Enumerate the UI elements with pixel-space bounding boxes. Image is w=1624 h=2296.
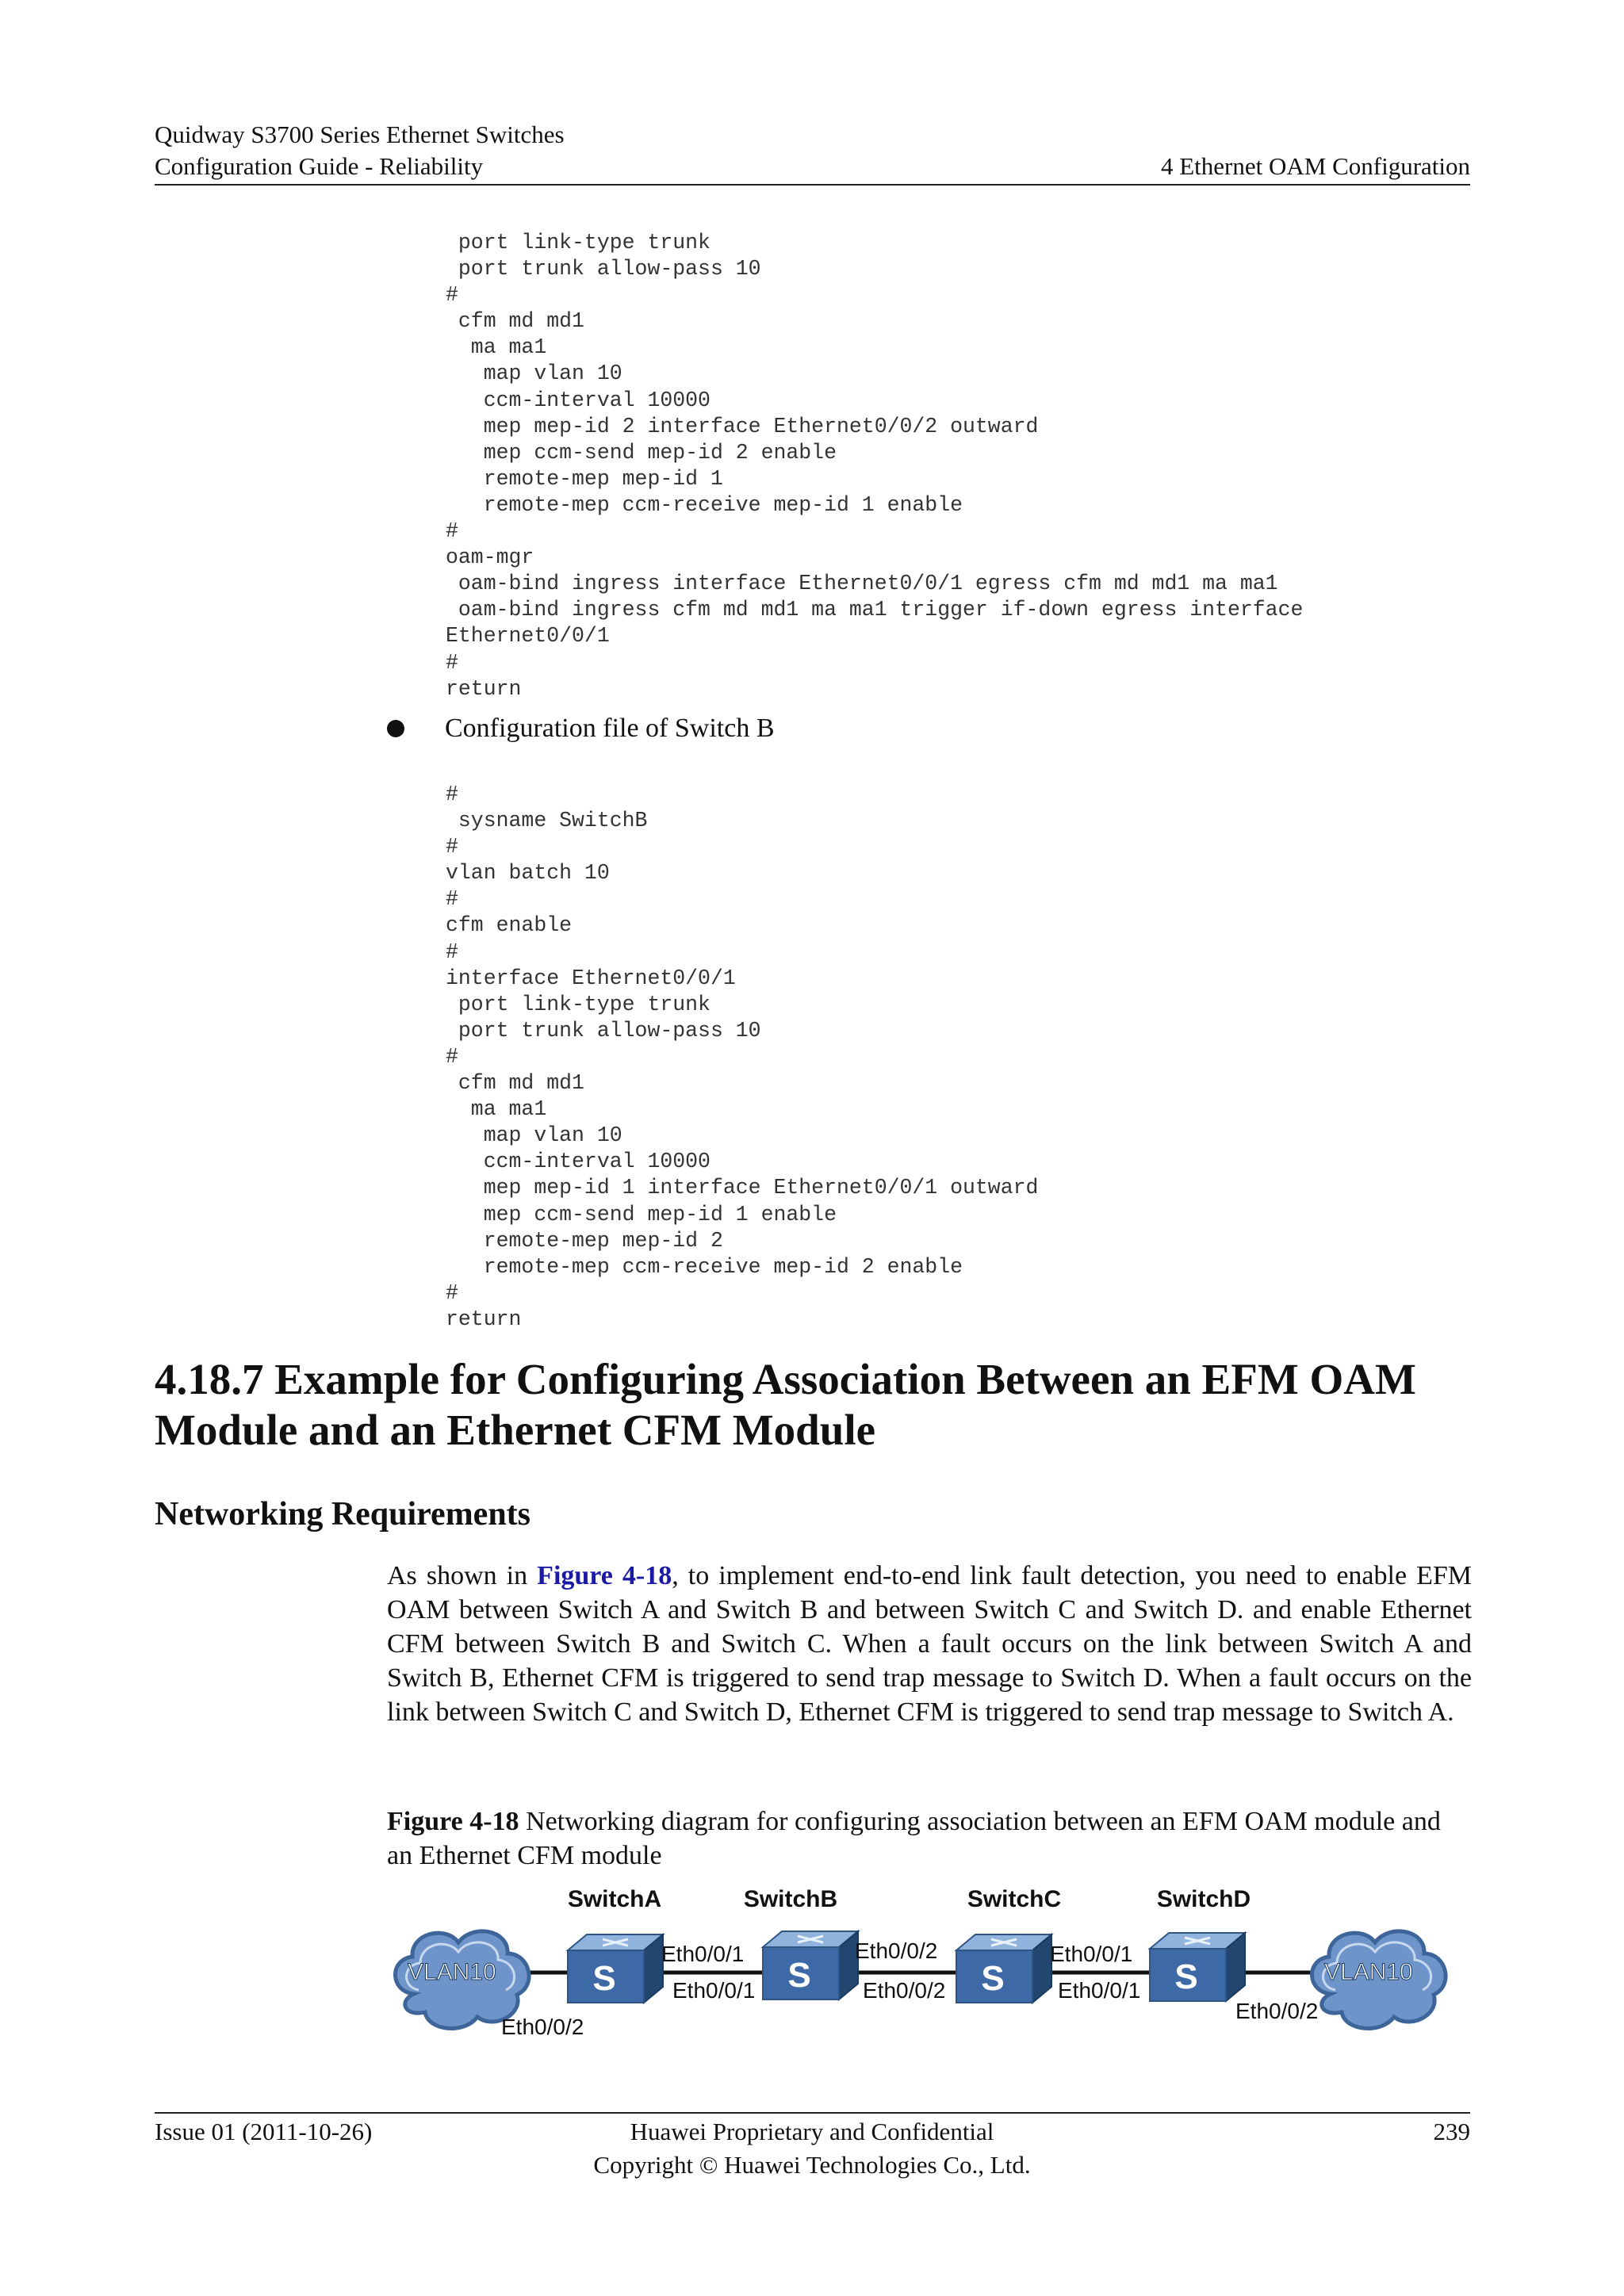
port-d-right-label: Eth0/0/2 — [1235, 1999, 1319, 2023]
port-d-left-label: Eth0/0/1 — [1058, 1978, 1141, 2003]
networking-diagram — [381, 1879, 1459, 2053]
footer-rule — [155, 2112, 1470, 2114]
header-guide: Configuration Guide - Reliability — [155, 152, 484, 180]
footer-page-number: 239 — [1433, 2118, 1470, 2145]
paragraph-lead: As shown in — [387, 1561, 538, 1590]
switch-c-name: SwitchC — [967, 1886, 1062, 1912]
port-b-left-label: Eth0/0/1 — [672, 1978, 756, 2003]
header-product: Quidway S3700 Series Ethernet Switches — [155, 121, 565, 148]
switch-a-name: SwitchA — [567, 1886, 662, 1912]
header-chapter: 4 Ethernet OAM Configuration — [1160, 152, 1470, 180]
port-a-right-label: Eth0/0/1 — [661, 1942, 745, 1966]
paragraph-body: , to implement end-to-end link fault detection, you need to enable EFM OAM between Switch A and Switch B and between Switch C and Switch D. and enable Ethernet CFM between Switch B and Switch C. When a fault occurs on the link between Switch A and Switch B, Ethernet CFM is triggered to send trap message to Switch D. When a fault occurs on the link between Switch C and Switch D, Ethernet CFM is triggered to send trap message to Switch A. — [387, 1561, 1472, 1727]
bullet-text: Configuration file of Switch B — [445, 714, 775, 743]
header-rule — [155, 184, 1470, 186]
switch-c-letter: S — [981, 1959, 1005, 1998]
bullet-dot — [387, 720, 404, 737]
figure-label: Figure 4-18 — [387, 1807, 519, 1836]
switch-b-letter: S — [787, 1956, 811, 1995]
subsection-title: Networking Requirements — [155, 1496, 531, 1533]
switch-d-letter: S — [1174, 1957, 1198, 1996]
footer-confidential: Huawei Proprietary and Confidential — [630, 2118, 994, 2145]
figure-link[interactable]: Figure 4-18 — [537, 1561, 672, 1590]
port-b-right-label: Eth0/0/2 — [855, 1938, 938, 1963]
port-c-right-label: Eth0/0/1 — [1050, 1942, 1133, 1966]
figure-caption — [387, 1804, 1472, 1873]
figure-caption-text: Networking diagram for configuring association between an EFM OAM module and an Ethernet CFM module — [387, 1807, 1441, 1870]
vlan-right-label: VLAN10 — [1324, 1959, 1413, 1985]
port-c-left-label: Eth0/0/2 — [863, 1978, 946, 2003]
switch-a-letter: S — [592, 1959, 616, 1998]
footer-issue: Issue 01 (2011-10-26) — [155, 2118, 373, 2145]
switch-b-name: SwitchB — [743, 1886, 838, 1912]
port-a-left-label: Eth0/0/2 — [501, 2015, 584, 2039]
code-block-switch-b: # sysname SwitchB # vlan batch 10 # cfm enable # interface Ethernet0/0/1 port link-type trunk port trunk allow-pass 10 # cfm md md1 ma ma1 map vlan 10 ccm-interval 10000 mep mep-id 1 interface Ethernet0/0/1 outward mep ccm-send mep-id 1 enable remote-mep mep-id 2 remote-mep ccm-receive mep-id 2 enable # return — [446, 783, 1039, 1331]
section-title: 4.18.7 Example for Configuring Association Between an EFM OAM Module and an Ethernet CFM Module — [155, 1355, 1416, 1454]
vlan-left-label: VLAN10 — [408, 1959, 496, 1985]
code-block-switch-a: port link-type trunk port trunk allow-pass 10 # cfm md md1 ma ma1 map vlan 10 ccm-interval 10000 mep mep-id 2 interface Ethernet0/0/2 outward mep ccm-send mep-id 2 enable remote-mep mep-id 1 remote-mep ccm-receive mep-id 1 enable # oam-mgr oam-bind ingress interface Ethernet0/0/1 egress cfm md md1 ma ma1 oam-bind ingress cfm md md1 ma ma1 trigger if-down egress interface Ethernet0/0/1 # return — [446, 231, 1304, 701]
footer-copyright: Copyright © Huawei Technologies Co., Ltd. — [593, 2151, 1031, 2179]
networking-paragraph — [387, 1559, 1472, 1729]
switch-d-name: SwitchD — [1156, 1886, 1251, 1912]
